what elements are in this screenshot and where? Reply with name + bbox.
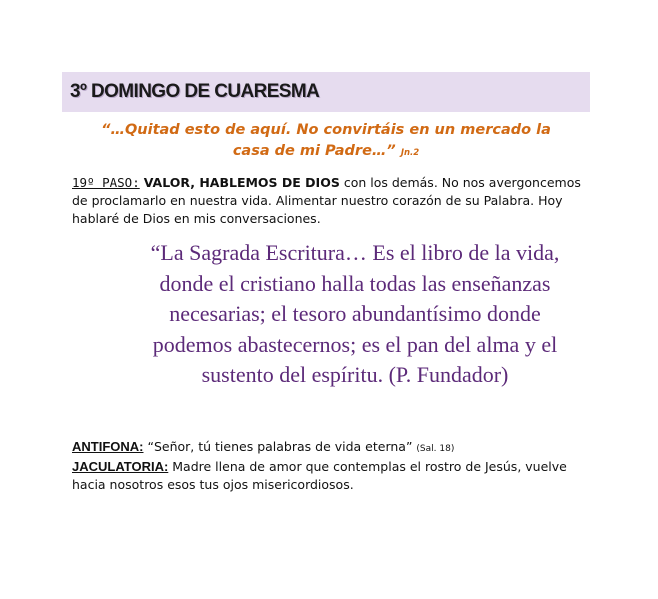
gospel-quote — [62, 120, 590, 164]
antifona-label: ANTIFONA: — [72, 439, 144, 454]
antifona-line — [72, 438, 602, 458]
gospel-quote-line1: “…Quitad esto de aquí. No convirtáis en un mercado la — [101, 122, 551, 138]
page-title: 3º DOMINGO DE CUARESMA — [70, 81, 320, 102]
paso-label: 19º PASO: — [72, 175, 140, 190]
title-banner — [62, 72, 590, 112]
jaculatoria-label: JACULATORIA: — [72, 459, 169, 474]
gospel-quote-line2: casa de mi Padre…” — [232, 143, 396, 159]
antifona-text: “Señor, tú tienes palabras de vida eterna” — [143, 439, 417, 454]
jaculatoria-text: Madre llena de amor que contemplas el rostro de Jesús, vuelve hacia nosotros esos tus ojos misericordiosos. — [72, 459, 567, 492]
gospel-quote-reference: Jn.2 — [400, 148, 420, 158]
jaculatoria-line — [72, 458, 602, 494]
antifona-reference: (Sal. 18) — [416, 444, 455, 454]
paso-paragraph — [72, 174, 592, 228]
prayers-section — [72, 438, 602, 494]
founder-quote: “La Sagrada Escritura… Es el libro de la vida, donde el cristiano halla todas las enseñanzas necesarias; el tesoro abundantísimo donde podemos abastecernos; es el pan del alma y el sustento del espíritu. (P. Fundador) — [150, 240, 560, 387]
paso-text: con los demás. No nos avergoncemos de proclamarlo en nuestra vida. Alimentar nuestro corazón de su Palabra. Hoy hablaré de Dios en mis conversaciones. — [72, 175, 581, 226]
paso-heading: VALOR, HABLEMOS DE DIOS — [143, 175, 340, 190]
